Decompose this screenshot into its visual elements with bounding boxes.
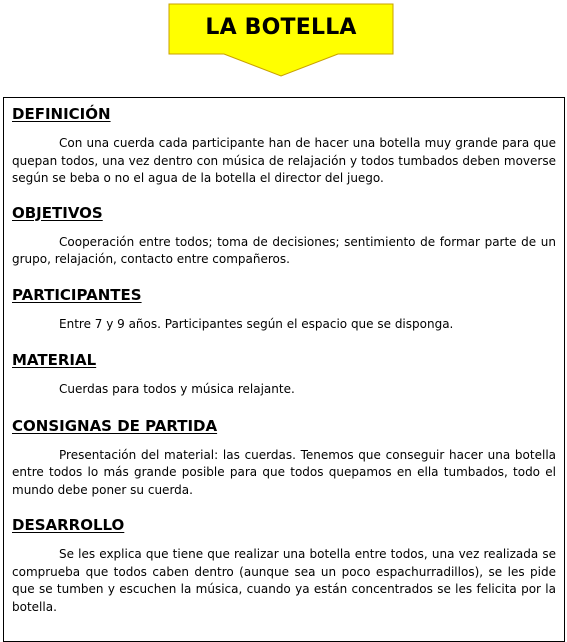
section-heading: MATERIAL xyxy=(12,351,97,369)
section-heading: DESARROLLO xyxy=(12,516,125,534)
page-title: LA BOTELLA xyxy=(205,15,357,40)
section-objetivos xyxy=(4,204,564,269)
section-text: Con una cuerda cada participante han de hacer una botella muy grande para que quepan todos, una vez dentro con música de relajación y todos tumbados deben moverse según se beba o no el agua de la botella el director del juego. xyxy=(12,136,556,185)
content-box xyxy=(3,97,565,642)
section-text: Presentación del material: las cuerdas. Tenemos que conseguir hacer una botella entre todos lo más grande posible para que todos quepamos en ella tumbados, todo el mundo debe poner su cuerda. xyxy=(12,447,556,497)
section-heading: CONSIGNAS DE PARTIDA xyxy=(12,416,218,435)
section-definicion xyxy=(4,105,564,188)
section-heading: OBJETIVOS xyxy=(12,203,103,222)
section-heading: PARTICIPANTES xyxy=(12,285,142,304)
section-text: Cooperación entre todos; toma de decisiones; sentimiento de formar parte de un grupo, relajación, contacto entre compañeros. xyxy=(12,234,556,266)
title-banner xyxy=(168,3,394,77)
section-consignas xyxy=(4,417,564,500)
section-material xyxy=(4,351,564,399)
section-participantes xyxy=(4,286,564,334)
section-heading: DEFINICIÓN xyxy=(12,105,111,123)
section-text: Se les explica que tiene que realizar una botella entre todos, una vez realizada se comprueba que todos caben dentro (aunque sea un poco espachurradillos), se les pide que se tumben y escuchen la música, cuando ya están concentrados se les felicita por la botella. xyxy=(12,547,556,614)
section-text: Entre 7 y 9 años. Participantes según el espacio que se disponga. xyxy=(59,316,454,331)
section-desarrollo xyxy=(4,516,564,616)
section-text: Cuerdas para todos y música relajante. xyxy=(59,382,295,396)
